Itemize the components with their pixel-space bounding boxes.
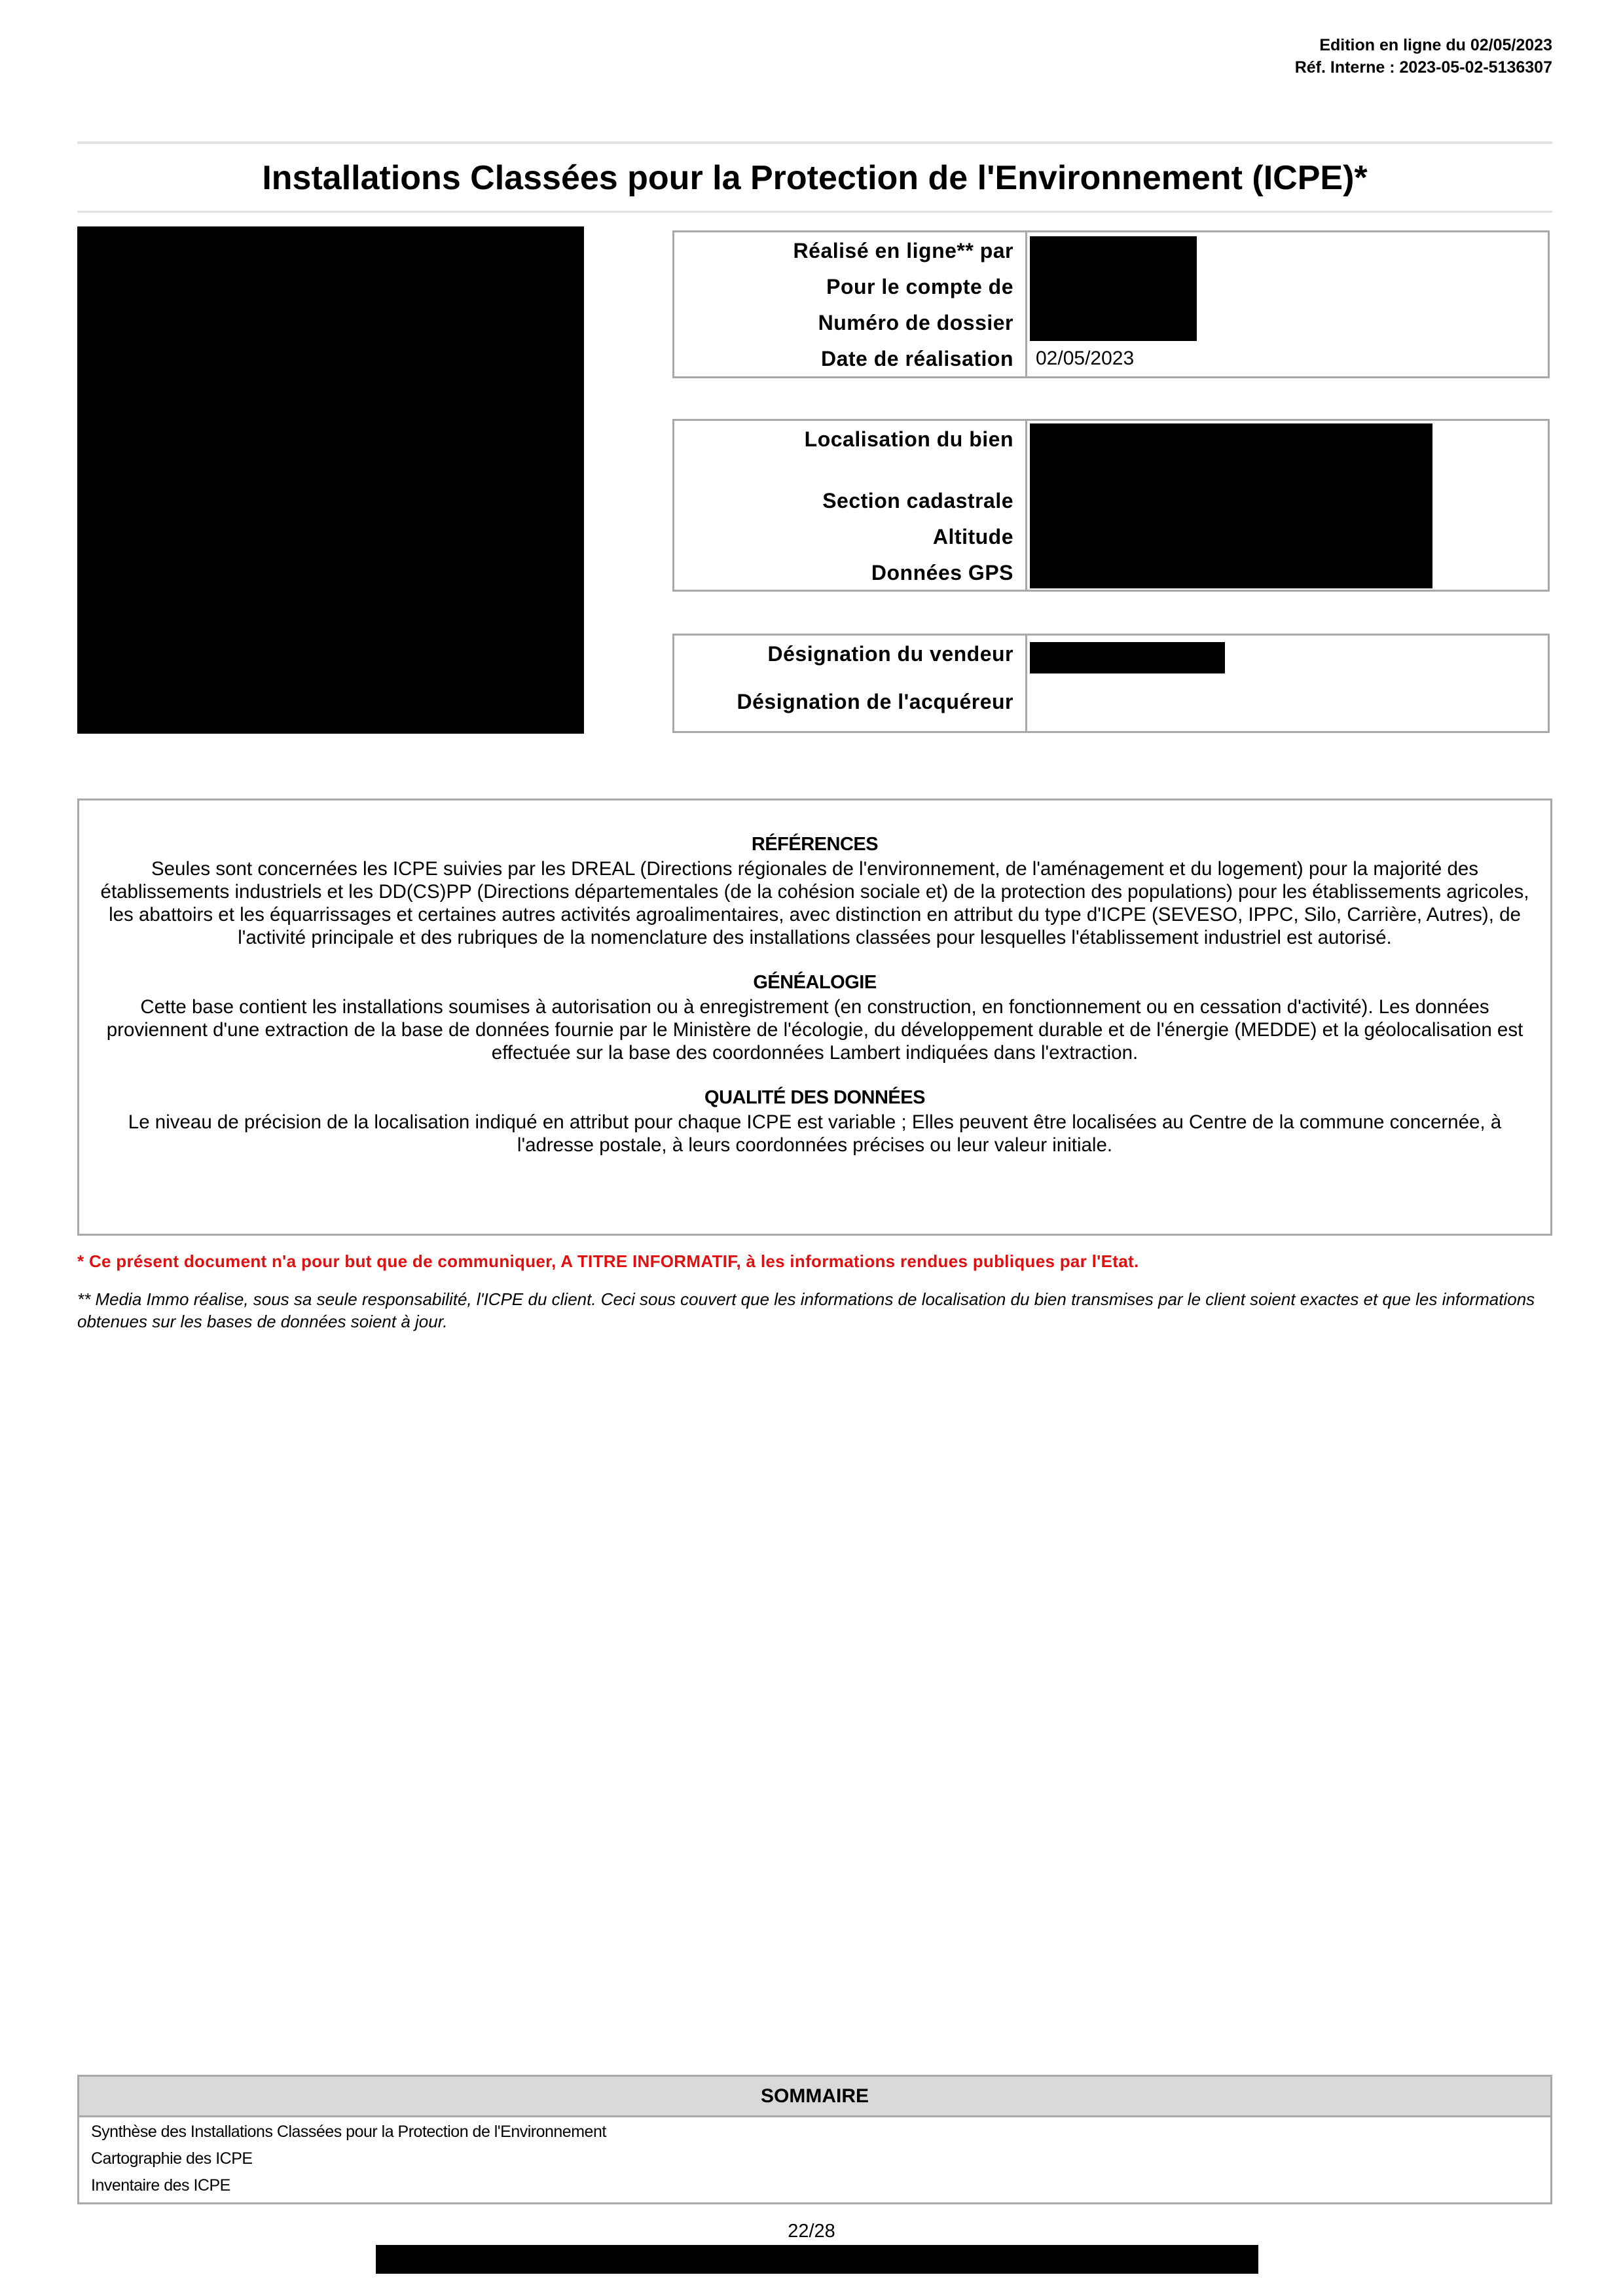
references-text: Seules sont concernées les ICPE suivies par les DREAL (Directions régionales de l'environnement, de l'aménagement et du logement) pour la majorité des établissements industriels et les DD(CS)PP (Directions départementales (de la cohésion sociale et) de la protection des populations) pour les établissements agricoles, les abattoirs et les équarrissages et certaines autres activités agroalimentaires, avec distinction en attribut du type d'ICPE (SEVESO, IPPC, Silo, Carrière, Autres), de l'activité principale et des rubriques de la nomenclature des installations classées pour lesquelles l'établissement industriel est autorisé. — [100, 858, 1529, 948]
redacted-vendor-name — [1030, 642, 1225, 673]
redacted-client-info — [1030, 236, 1197, 341]
box-divider — [1025, 232, 1027, 376]
label-vendeur: Désignation du vendeur — [767, 642, 1013, 666]
edition-date: Edition en ligne du 02/05/2023 — [1319, 36, 1552, 54]
label-date-realisation: Date de réalisation — [820, 347, 1013, 370]
qualite-text: Le niveau de précision de la localisation indiqué en attribut pour chaque ICPE est variable ; Elles peuvent être localisées au Centre de la commune concernée, à l'adresse postale, à leurs coordonnées précises ou leur valeur initiale. — [128, 1111, 1502, 1156]
box-divider — [1025, 636, 1027, 731]
internal-reference: Réf. Interne : 2023-05-02-5136307 — [1294, 58, 1552, 77]
redacted-footer — [376, 2245, 1258, 2274]
page-title: Installations Classées pour la Protection de l'Environnement (ICPE)* — [262, 159, 1368, 197]
realisation-box — [672, 230, 1550, 378]
label-section-cadastrale: Section cadastrale — [822, 489, 1013, 512]
genealogie-heading: GÉNÉALOGIE — [753, 972, 877, 993]
label-realise-par: Réalisé en ligne** par — [793, 239, 1013, 262]
sommaire-heading: SOMMAIRE — [79, 2077, 1550, 2117]
redacted-map-image — [77, 226, 584, 734]
references-panel — [77, 798, 1552, 1236]
header-meta — [1295, 34, 1552, 79]
label-numero-dossier: Numéro de dossier — [818, 311, 1013, 334]
box-divider — [1025, 421, 1027, 590]
parties-box — [672, 634, 1550, 733]
qualite-heading: QUALITÉ DES DONNÉES — [704, 1087, 925, 1108]
location-box — [672, 419, 1550, 592]
page-number: 22/28 — [788, 2221, 835, 2242]
title-top-rule — [77, 141, 1552, 144]
redacted-location-info — [1030, 423, 1432, 588]
label-donnees-gps: Données GPS — [871, 561, 1013, 584]
references-heading: RÉFÉRENCES — [751, 834, 879, 855]
label-acquereur: Désignation de l'acquéreur — [737, 690, 1013, 713]
label-pour-le-compte: Pour le compte de — [826, 275, 1013, 298]
sommaire-table — [77, 2075, 1552, 2204]
label-localisation: Localisation du bien — [804, 427, 1013, 451]
title-bottom-rule — [77, 211, 1552, 213]
genealogie-text: Cette base contient les installations soumises à autorisation ou à enregistrement (en construction, en fonctionnement ou en cessation d'activité). Les données proviennent d'une extraction de la base de données fournie par le Ministère de l'écologie, du développement durable et de l'énergie (MEDDE) et la géolocalisation est effectuée sur la base des coordonnées Lambert indiquées dans l'extraction. — [106, 996, 1523, 1064]
sommaire-item-inventaire[interactable]: Inventaire des ICPE — [91, 2176, 230, 2195]
date-realisation-value: 02/05/2023 — [1036, 348, 1135, 369]
sommaire-item-synthese[interactable]: Synthèse des Installations Classées pour la Protection de l'Environnement — [91, 2123, 606, 2141]
informative-disclaimer: * Ce présent document n'a pour but que de communiquer, A TITRE INFORMATIF, à les informations rendues publiques par l'Etat. — [77, 1251, 1139, 1271]
label-altitude: Altitude — [932, 525, 1013, 548]
sommaire-item-cartographie[interactable]: Cartographie des ICPE — [91, 2149, 253, 2168]
responsibility-note: ** Media Immo réalise, sous sa seule responsabilité, l'ICPE du client. Ceci sous couvert que les informations de localisation du bien transmises par le client soient exactes et que les informations obtenues sur les bases de données soient à jour. — [77, 1289, 1535, 1331]
